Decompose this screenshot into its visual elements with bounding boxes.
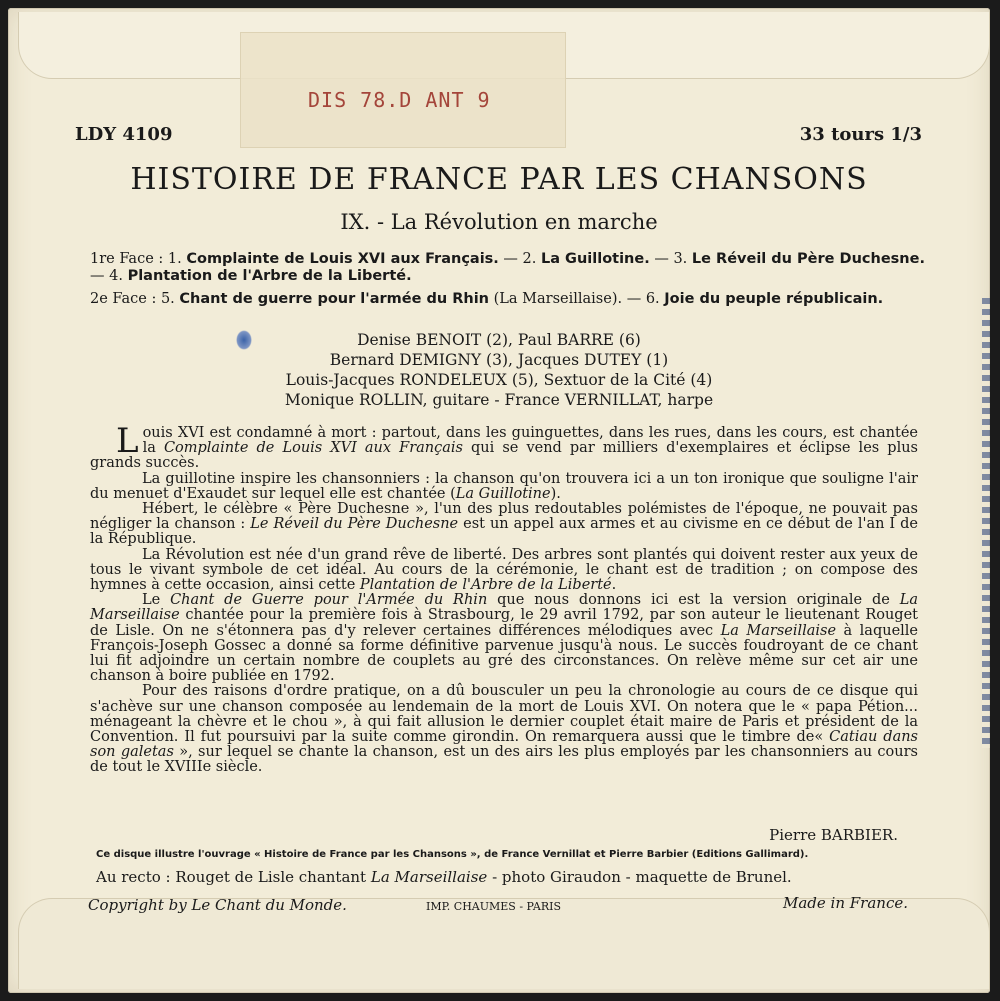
copyright-notice: Copyright by Le Chant du Monde.: [88, 896, 347, 914]
text-run: La guillotine inspire les chansonniers : la chanson qu'on trouvera ici a un ton ironique que souligne l'air du menuet d'Exaudet sur lequel elle est chantée (: [90, 470, 918, 502]
paragraph: [90, 421, 918, 472]
italic-title: Catiau dans son galetas: [90, 729, 918, 761]
album-subtitle: IX. - La Révolution en marche: [340, 210, 658, 234]
printer-credit: IMP. CHAUMES - PARIS: [426, 900, 562, 913]
text-run: Au recto : Rouget de Lisle chantant: [96, 868, 371, 886]
track-title: Joie du peuple républicain.: [664, 291, 884, 307]
paragraph: [90, 593, 918, 684]
record-sleeve-back: [8, 8, 990, 993]
text-run: à laquelle François-Joseph Gossec a donné sa forme définitive parvenue jusqu'à nous. Le succès foudroyant de ce chant lui fit adjoindre un certain nombre de couplets au gré des circonstances. On relève même sur cet air une chanson à boire publiée en 1792.: [90, 622, 919, 685]
text-run: chantée pour la première fois à Strasbourg, le 29 avril 1792, par son auteur le lieutenant Rouget de Lisle. On ne s'étonnera pas d'y relever certaines différences mélodiques avec: [90, 607, 918, 639]
track-title: Le Réveil du Père Duchesne.: [691, 251, 925, 267]
track-title: Chant de guerre pour l'armée du Rhin: [179, 291, 490, 307]
face-1-tracklist: 1re Face : 1. Complainte de Louis XVI aux Français. — 2. La Guillotine. — 3. Le Réveil du Père Duchesne. — 4. Plantation de l'Arbre de la Liberté.: [90, 251, 925, 284]
paragraph: [90, 472, 918, 502]
text-run: Hébert, le célèbre « Père Duchesne », l'un des plus redoutables polémistes de l'époque, ne pouvait pas négliger la chanson :: [90, 501, 918, 533]
paragraph: [90, 684, 918, 775]
paragraph: [90, 502, 918, 548]
text-run: .: [611, 577, 617, 594]
record-speed: 33 tours 1/3: [799, 124, 922, 145]
italic-title: La Guillotine: [455, 485, 551, 502]
track-number: 4.: [109, 268, 123, 284]
performers-list: [8, 330, 990, 410]
italic-title: La Marseillaise: [90, 592, 918, 624]
made-in-label: Made in France.: [782, 894, 908, 912]
performer-line: Bernard DEMIGNY (3), Jacques DUTEY (1): [329, 351, 669, 369]
track-number: 2.: [522, 251, 537, 267]
italic-title: Complainte de Louis XVI aux Français: [163, 440, 463, 457]
text-run: est un appel aux armes et au civisme en ce début de l'an I de la République.: [90, 516, 919, 548]
cover-credit: [96, 868, 918, 886]
text-run: Pour des raisons d'ordre pratique, on a dû bousculer un peu la chronologie au cours de ce disque qui s'achève sur une chanson composée au lendemain de la mort de Louis XVI. On notera que le « papa Pétion... ménageant la chèvre et le chou », à qui fait allusion le dernier couplet était maire de Paris et président de la Convention. Il fut poursuivi par la suite comme girondin. On remarquera aussi que le timbre de«: [90, 683, 918, 746]
italic-title: La Marseillaise: [370, 868, 488, 886]
book-reference-note: Ce disque illustre l'ouvrage « Histoire de France par les Chansons », de France Vernillat et Pierre Barbier (Editions Gallimard).: [96, 849, 809, 860]
italic-title: La Marseillaise: [720, 622, 837, 639]
catalog-number: LDY 4109: [75, 124, 173, 145]
track-number: 3.: [673, 251, 688, 267]
liner-notes: [90, 421, 919, 776]
performer-line: Louis-Jacques RONDELEUX (5), Sextuor de la Cité (4): [285, 371, 713, 389]
track-title: Plantation de l'Arbre de la Liberté.: [127, 268, 412, 284]
face-label: 2e Face: [90, 291, 147, 307]
performer-line: Denise BENOIT (2), Paul BARRE (6): [357, 331, 641, 349]
text-run: Le: [142, 592, 171, 609]
text-run: », sur lequel se chante la chanson, est un des airs les plus employés par les chansonniers au cours de tout le XVIIIe siècle.: [90, 744, 918, 776]
album-title: HISTOIRE DE FRANCE PAR LES CHANSONS: [130, 162, 868, 197]
track-number: 6.: [645, 291, 660, 307]
text-run: que nous donnons ici est la version originale de: [487, 592, 900, 609]
text-run: ).: [550, 485, 561, 502]
track-title: Complainte de Louis XVI aux Français.: [186, 251, 499, 267]
performer-line: Monique ROLLIN, guitare - France VERNILLAT, harpe: [284, 391, 714, 409]
handwritten-label: DIS 78.D ANT 9: [308, 88, 491, 112]
text-run: La Révolution est née d'un grand rêve de liberté. Des arbres sont plantés qui doivent rester aux yeux de tous le vivant symbole de cet idéal. Au cours de la cérémonie, le chant est de tradition ; on compose des hymnes à cette occasion, ainsi cette: [90, 546, 918, 594]
track-number: 1.: [167, 251, 182, 267]
track-number: 5.: [160, 291, 175, 307]
face-2-tracklist: 2e Face : 5. Chant de guerre pour l'armée du Rhin (La Marseillaise). — 6. Joie du peuple républicain.: [90, 291, 884, 307]
italic-title: Le Réveil du Père Duchesne: [250, 516, 459, 533]
author-signature: Pierre BARBIER.: [769, 826, 898, 844]
track-extra: (La Marseillaise).: [493, 291, 623, 307]
text-run: - photo Giraudon - maquette de Brunel.: [487, 868, 792, 886]
italic-title: Plantation de l'Arbre de la Liberté: [359, 577, 612, 594]
track-title: La Guillotine.: [540, 251, 650, 267]
text-run: ouis XVI est condamné à mort : partout, dans les guinguettes, dans les rues, dans les cours, est chantée la: [142, 425, 918, 457]
face-label: 1re Face: [90, 251, 154, 267]
drop-cap: L: [116, 421, 139, 461]
italic-title: Chant de Guerre pour l'Armée du Rhin: [170, 592, 488, 609]
paragraph: [90, 548, 918, 594]
text-run: qui se vend par milliers d'exemplaires et éclipse les plus grands succès.: [90, 440, 918, 472]
